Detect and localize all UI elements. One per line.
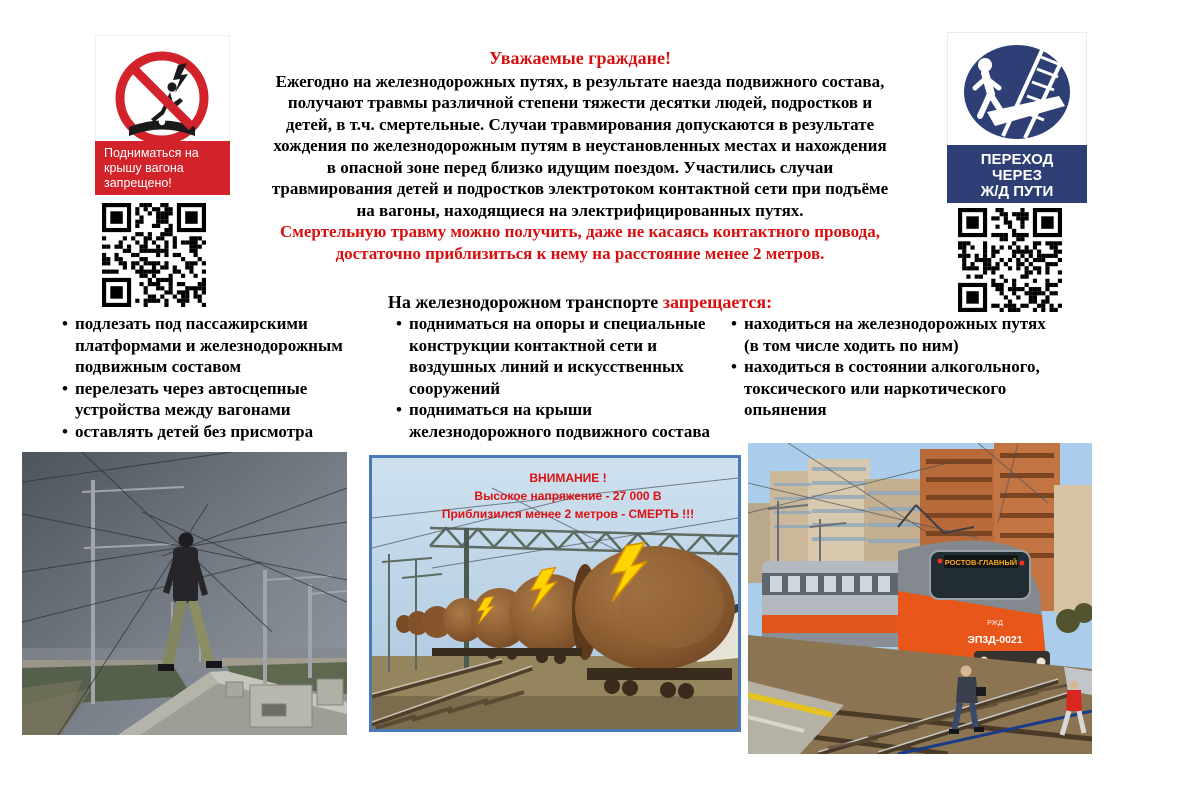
intro-paragraph: Ежегодно на железнодорожных путях, в результате наезда подвижного состава, получают травмы различной степени тяжести десятки людей, подростков и детей, в т.ч. смертельные. Случаи травмирования допускаются в результате хождения по железнодорожным путям в неустановленных местах и нахождения в опасной зоне перед близко идущим поездом. Участились случаи травмирования детей и подростков электротоком контактной сети при подъёме на вагоны, находящиеся на электрифицированных путях.	[271, 71, 889, 220]
prohibition-heading-red: запрещается:	[662, 292, 773, 312]
intro-warning-paragraph: Смертельную травму можно получить, даже не касаясь контактного провода, достаточно приблизиться к нему на расстояние менее 2 метров.	[280, 222, 880, 263]
voltage-warning-line: ВНИМАНИЕ !	[529, 471, 607, 485]
prohibition-column-2	[396, 313, 716, 442]
rzd-logo: РЖД	[987, 620, 1003, 627]
prohibition-heading	[268, 291, 892, 313]
voltage-warning-line: Приблизился менее 2 метров - СМЕРТЬ !!!	[441, 507, 695, 521]
photo-tank-wagons	[369, 455, 741, 732]
voltage-warning-line: Высокое напряжение - 27 000 В	[474, 489, 662, 503]
sign-label-line: ЧЕРЕЗ	[992, 167, 1042, 184]
list-item: • находиться в состоянии алкогольного, токсического или наркотического опьянения	[731, 356, 1063, 421]
list-item: • подниматься на крыши железнодорожного подвижного состава	[396, 399, 716, 442]
sign-label-line: ПЕРЕХОД	[980, 151, 1054, 168]
destination-board: РОСТОВ-ГЛАВНЫЙ	[944, 558, 1018, 567]
prohibition-column-1	[62, 313, 394, 442]
train-number: ЭП3Д-0021	[967, 634, 1023, 646]
sign-label-line: запрещено!	[104, 176, 172, 190]
qr-code-left-icon	[102, 203, 206, 307]
no-climbing-pictogram-icon	[120, 56, 204, 140]
list-item: • оставлять детей без присмотра	[62, 421, 394, 443]
photo-trespasser-on-structure	[22, 452, 347, 735]
list-item: • перелезать через автосцепные устройства между вагонами	[62, 378, 394, 421]
qr-code-right-icon	[958, 208, 1062, 312]
list-item: • находиться на железнодорожных путях (в том числе ходить по ним)	[731, 313, 1063, 356]
no-climbing-sign	[95, 35, 230, 195]
intro-block	[268, 48, 892, 264]
prohibition-column-3	[731, 313, 1063, 421]
crossing-pictogram-icon	[964, 45, 1070, 139]
sign-label-line: Подниматься на	[104, 146, 199, 160]
railway-crossing-sign	[947, 32, 1087, 203]
page-title: Уважаемые граждане!	[489, 48, 671, 68]
sign-label-line: крышу вагона	[104, 161, 184, 175]
list-item: • подниматься на опоры и специальные конструкции контактной сети и воздушных линий и искусственных сооружений	[396, 313, 716, 399]
prohibition-heading-black: На железнодорожном транспорте	[387, 292, 659, 312]
photo-people-crossing-before-train	[748, 443, 1092, 754]
list-item: • подлезать под пассажирскими платформами и железнодорожным подвижным составом	[62, 313, 394, 378]
sign-label-line: Ж/Д ПУТИ	[980, 183, 1054, 200]
